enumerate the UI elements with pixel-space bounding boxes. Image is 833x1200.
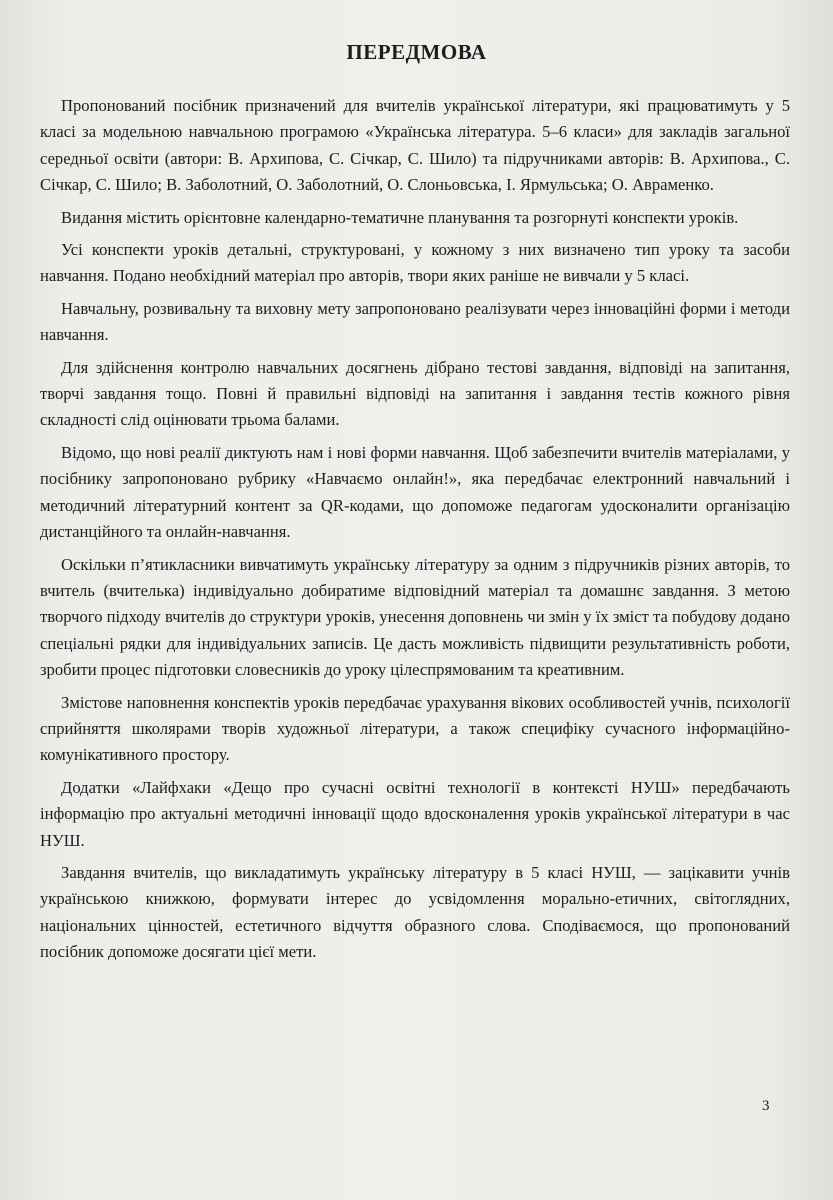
paragraph-lessons: Усі конспекти уроків детальні, структуровані, у кожному з них визначено тип уроку та засоби навчання. Подано необхідний матеріал про авторів, твори яких раніше не вивчали у 5 класі. (40, 240, 790, 286)
paragraph-individual: Оскільки п’ятикласники вивчатимуть українську літературу за одним з підручників різних авторів, то вчитель (вчителька) індивідуально добиратиме відповідний матеріал та домашнє завдання. З метою творчого підходу вчителів до структури уроків, унесення доповнень чи змін у їх зміст та побудову додано спеціальні рядки для індивідуальних записів. Це дасть можливість підвищити результативність роботи, зробити процес підготовки словесників до уроку цілеспрямованим та креативним. (40, 554, 790, 680)
paragraph-intro: Пропонований посібник призначений для вчителів української літератури, які працюватимуть у 5 класі за модельною навчальною програмою «Українська література. 5–6 класи» для закладів загальної середньої освіти (автори: В. Архипова, С. Січкар, С. Шило) та підручниками авторів: В. Архипова., С. Січкар, С. Шило; В. Заболотний, О. Заболотний, О. Слоньовська, І. Ярмульська; О. Авраменко. (40, 96, 790, 195)
paragraph-conclusion: Завдання вчителів, що викладатимуть українську літературу в 5 класі НУШ, — зацікавити учнів українською книжкою, формувати інтерес до усвідомлення морально-етичних, світоглядних, національних цінностей, естетичного відчуття образного слова. Сподіваємося, що пропонований посібник допоможе досягати цієї мети. (40, 862, 790, 962)
paragraph-assessment: Для здійснення контролю навчальних досягнень дібрано тестові завдання, відповіді на запитання, творчі завдання тощо. Повні й правильні відповіді на запитання і завдання тестів кожного рівня складності слід оцінювати трьома балами. (40, 357, 790, 430)
paragraph-goals: Навчальну, розвивальну та виховну мету запропоновано реалізувати через інноваційні форми і методи навчання. (40, 298, 790, 345)
paragraph-contents: Видання містить орієнтовне календарно-тематичне планування та розгорнуті конспекти уроків. (61, 207, 739, 227)
paragraph-appendices: Додатки «Лайфхаки «Дещо про сучасні освітні технології в контексті НУШ» передбачають інформацію про актуальні методичні інновації щодо вдосконалення уроків української літератури в час НУШ. (40, 777, 790, 850)
paragraph-content-focus: Змістове наповнення конспектів уроків передбачає урахування вікових особливостей учнів, психології сприйняття школярами творів художньої літератури, а також специфіку сучасного інформаційно-комунікативного простору. (40, 692, 790, 765)
page-number: 3 (762, 1098, 770, 1114)
paragraph-online: Відомо, що нові реалії диктують нам і нові форми навчання. Щоб забезпечити вчителів матеріалами, у посібнику запропоновано рубрику «Навчаємо онлайн!», яка передбачає електронний навчальний і методичний літературний контент за QR-кодами, що допоможе педагогам удосконалити організацію дистанційного та онлайн-навчання. (40, 442, 790, 542)
page-title: ПЕРЕДМОВА (346, 40, 487, 64)
document-body (40, 93, 790, 972)
